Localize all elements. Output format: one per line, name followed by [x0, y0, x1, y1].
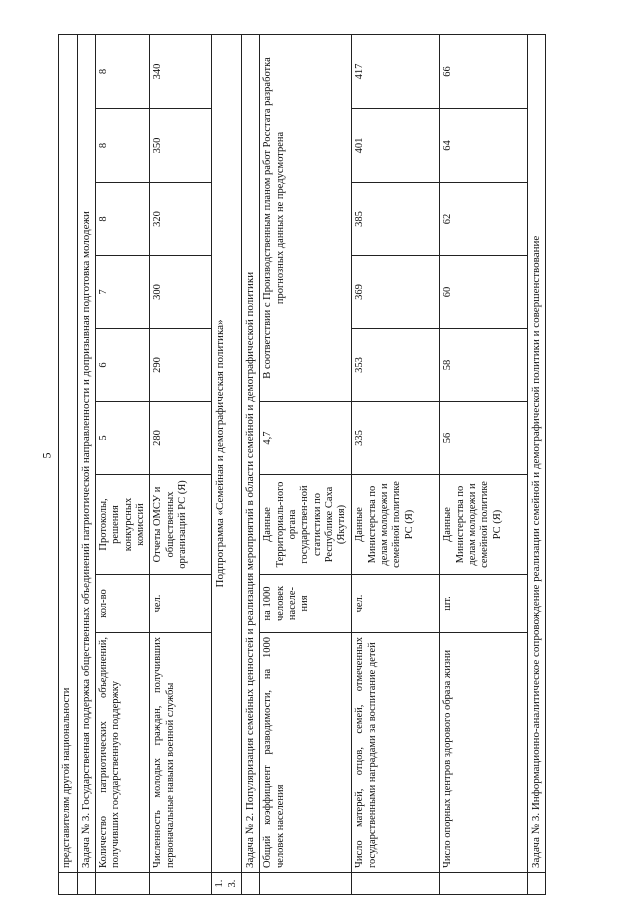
indicator-source: Данные Территориаль-ного органа государствен-ной статистики по Республике Саха (Якутия): [260, 475, 352, 575]
indicator-unit: на 1000 человек населе-ния: [260, 575, 352, 633]
subprogram-title: Подпрограмма «Семейная и демографическая политика»: [212, 34, 242, 872]
value-cell: 353: [352, 329, 440, 402]
task-header: Задача № 3. Информационно-аналитическое сопровождение реализации семейной и демографической политики и совершенствование: [528, 34, 546, 872]
value-cell: 350: [150, 109, 212, 183]
value-cell: 56: [440, 402, 528, 475]
page-number: 5: [39, 452, 54, 459]
indicator-name: Общий коэффициент разводимости, на 1000 человек населения: [260, 633, 352, 873]
indicator-source: Отчеты ОМСУ и общественных организаций РС (Я): [150, 475, 212, 575]
indicator-source: Данные Министерства по делам молодежи и семейной политике РС (Я): [352, 475, 440, 575]
subprogram-number: 1.3.: [212, 873, 242, 895]
rotated-table-container: [58, 35, 603, 895]
value-cell: 280: [150, 402, 212, 475]
table-row: [260, 34, 352, 894]
value-cell: 8: [95, 109, 150, 183]
value-cell: 64: [440, 109, 528, 183]
task-header: Задача № 2. Популяризация семейных ценностей и реализация мероприятий в области семейной и демографической политики: [242, 34, 260, 872]
carryover-text: представителям другой национальности: [59, 34, 78, 872]
table-row: [150, 34, 212, 894]
value-cell: 417: [352, 34, 440, 108]
value-cell: 401: [352, 109, 440, 183]
indicator-name: Число опорных центров здорового образа жизни: [440, 633, 528, 873]
value-cell: 58: [440, 329, 528, 402]
table-row: [212, 34, 242, 894]
forecast-note: В соответствии с Производственным планом работ Росстата разработка прогнозных данных не предусмотрена: [260, 34, 352, 401]
table-row: [440, 34, 528, 894]
indicator-source: Данные Министерства по делам молодежи и семейной политике РС (Я): [440, 475, 528, 575]
value-cell: 369: [352, 256, 440, 329]
indicator-name: Количество патриотических объединений, получивших государственную поддержку: [95, 633, 150, 873]
table-row: [242, 34, 260, 894]
table-row: [78, 34, 96, 894]
indicator-name: Число матерей, отцов, семей, отмеченных государственными наградами за воспитание детей: [352, 633, 440, 873]
table-row: [528, 34, 546, 894]
table-row: [352, 34, 440, 894]
value-cell: 290: [150, 329, 212, 402]
value-cell: 5: [95, 402, 150, 475]
value-cell: 6: [95, 329, 150, 402]
task-header: Задача № 3. Государственная поддержка общественных объединений патриотической направленности и допризывная подготовка молодежи: [78, 34, 96, 872]
indicator-source: Протоколы, решения конкурсных комиссий: [95, 475, 150, 575]
value-cell: 385: [352, 183, 440, 256]
indicator-unit: чел.: [352, 575, 440, 633]
value-cell: 60: [440, 256, 528, 329]
indicator-name: Численность молодых граждан, получивших первоначальные навыки военной службы: [150, 633, 212, 873]
value-cell: 335: [352, 402, 440, 475]
value-cell: 8: [95, 34, 150, 108]
indicators-table: [58, 34, 546, 895]
table-row: [95, 34, 150, 894]
value-cell: 66: [440, 34, 528, 108]
indicator-unit: кол-во: [95, 575, 150, 633]
value-cell: 62: [440, 183, 528, 256]
indicator-unit: шт.: [440, 575, 528, 633]
value-cell: 300: [150, 256, 212, 329]
value-cell: 4,7: [260, 402, 352, 475]
value-cell: 8: [95, 183, 150, 256]
indicator-unit: чел.: [150, 575, 212, 633]
value-cell: 340: [150, 34, 212, 108]
value-cell: 7: [95, 256, 150, 329]
value-cell: 320: [150, 183, 212, 256]
table-row: [59, 34, 78, 894]
